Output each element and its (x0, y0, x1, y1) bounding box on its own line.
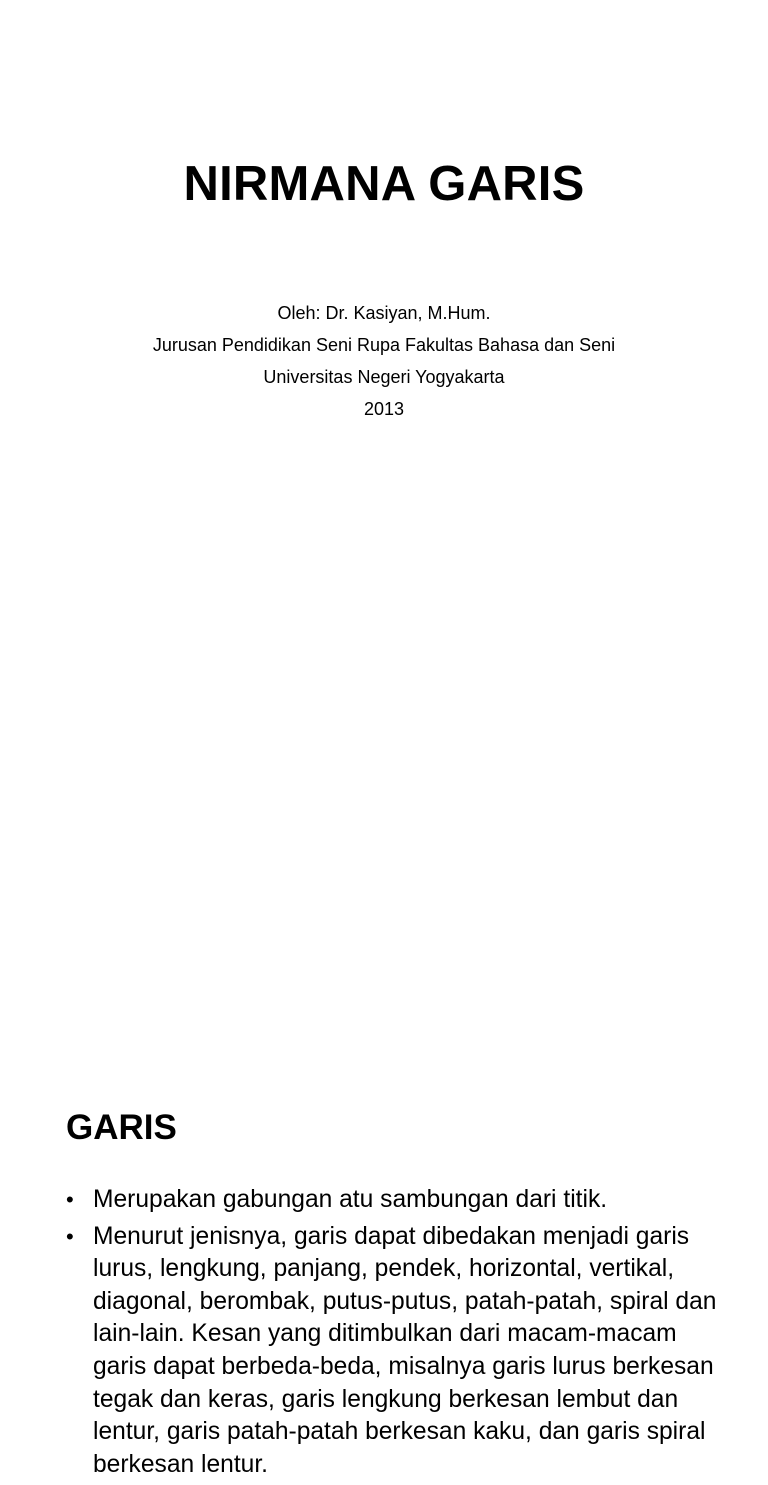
slide-content (0, 512, 768, 1478)
slide-title (0, 0, 768, 512)
bullet-icon: • (66, 1187, 74, 1212)
university-line: Universitas Negeri Yogyakarta (263, 367, 505, 387)
year-line: 2013 (363, 399, 405, 419)
bullet-text: Menurut jenisnya, garis dapat dibedakan menjadi garis lurus, lengkung, panjang, pendek, horizontal, vertikal, diagonal, berombak, putus-putus, patah-patah, spiral dan lain-lain. Kesan yang ditimbulkan dari macam-macam garis dapat berbeda-beda, misalnya garis lurus berkesan tegak dan keras, garis lengkung berkesan lembut dan lentur, garis patah-patah berkesan kaku, dan garis spiral berkesan lentur. (93, 1222, 717, 1478)
slide-title-heading: NIRMANA GARIS (183, 157, 585, 211)
bullet-item (62, 1184, 722, 1217)
bullet-icon: • (66, 1223, 74, 1249)
bullet-text: Merupakan gabungan atu sambungan dari titik. (93, 1186, 608, 1213)
slide-content-heading: GARIS (66, 1108, 177, 1147)
department-line: Jurusan Pendidikan Seni Rupa Fakultas Bahasa dan Seni (152, 335, 616, 355)
bullet-list (62, 1184, 722, 1485)
author-line: Oleh: Dr. Kasiyan, M.Hum. (277, 303, 491, 323)
slide-subtitle (0, 297, 768, 425)
bullet-item (62, 1221, 722, 1482)
